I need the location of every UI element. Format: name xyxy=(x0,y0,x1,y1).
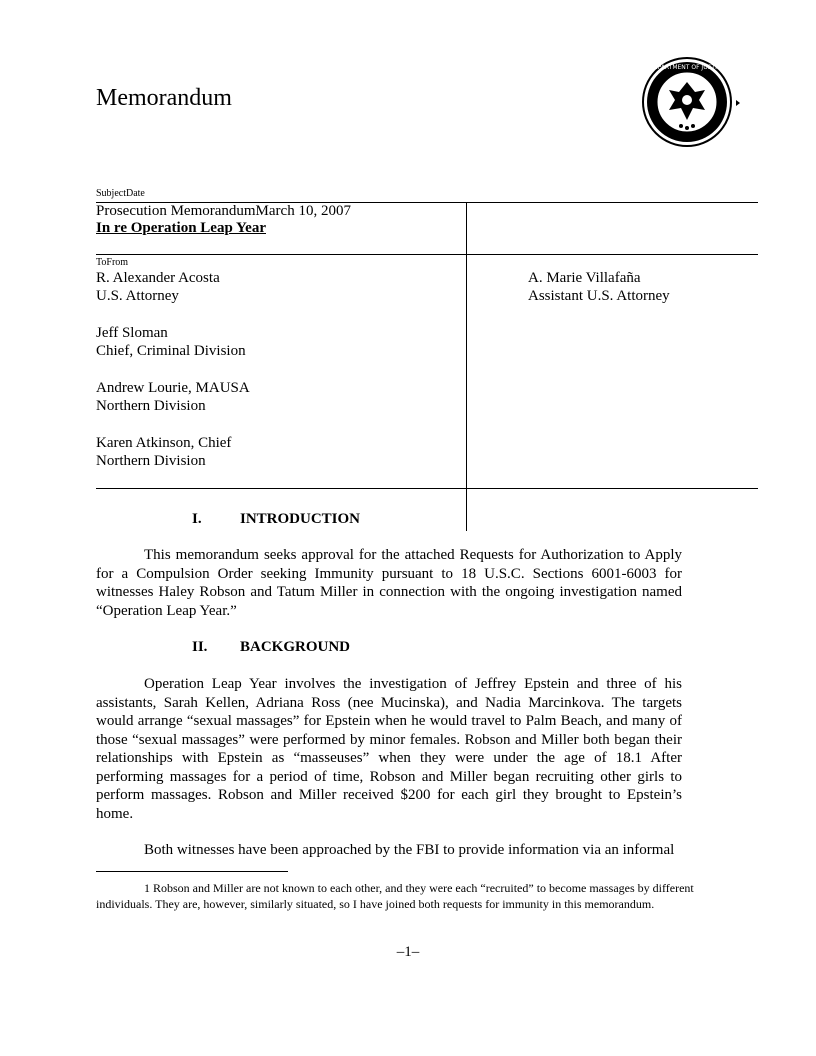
background-paragraph xyxy=(96,675,682,823)
recipient-title: Northern Division xyxy=(96,453,206,469)
recipient-title: U.S. Attorney xyxy=(96,288,179,304)
recipient xyxy=(96,434,231,470)
page-number: –1– xyxy=(396,944,420,960)
paragraph-text: Both witnesses have been approached by the FBI to provide information via an informal xyxy=(144,842,675,858)
recipient-name: R. Alexander Acosta xyxy=(96,270,220,286)
section-heading-introduction: INTRODUCTION xyxy=(240,511,361,527)
recipient xyxy=(96,269,220,305)
paragraph-text: Operation Leap Year involves the investigation of Jeffrey Epstein and three of his assistants, Sarah Kellen, Adriana Ross (nee Mucinska), and Nadia Marcinkova. The targets would arrange “sexual massages” for Epstein when he would travel to Palm Beach, and many of those “sexual massages” were performed by minor females. Robson and Miller both began their relationships with Epstein as “masseuses” when they were under the age of 18.1 After performing massages for a period of time, Robson and Miller began recruiting other girls to perform massages. Robson and Miller received $200 for each girl they brought to Epstein’s home. xyxy=(96,676,682,822)
recipient-name: Karen Atkinson, Chief xyxy=(96,435,232,451)
recipient-title: Northern Division xyxy=(96,398,206,414)
divider xyxy=(96,488,758,489)
sender xyxy=(528,269,670,305)
paragraph-text: This memorandum seeks approval for the attached Requests for Authorization to Apply for a Compulsion Order seeking Immunity pursuant to 18 U.S.C. Sections 6001-6003 for witnesses Haley Robson and Tatum Miller in connection with the ongoing investigation named “Operation Leap Year.” xyxy=(96,547,682,619)
doj-seal-icon xyxy=(641,56,733,148)
recipient-title: Chief, Criminal Division xyxy=(96,343,246,359)
recipient xyxy=(96,324,246,360)
subject-title: In re Operation Leap Year xyxy=(96,220,266,236)
column-divider xyxy=(466,203,467,254)
section-heading-background: BACKGROUND xyxy=(240,639,351,655)
to-from-label: ToFrom xyxy=(96,257,129,268)
svg-text:DEPARTMENT OF JUSTICE: DEPARTMENT OF JUSTICE xyxy=(649,64,725,71)
subject-line: Prosecution MemorandumMarch 10, 2007 xyxy=(96,203,351,219)
sender-name: A. Marie Villafaña xyxy=(528,270,641,286)
recipient xyxy=(96,379,250,415)
subject-date-label: SubjectDate xyxy=(96,188,145,199)
footnote-separator xyxy=(96,871,288,872)
section-number: I. xyxy=(192,511,202,527)
witnesses-paragraph xyxy=(96,841,682,860)
footnote xyxy=(96,880,716,912)
introduction-paragraph xyxy=(96,546,682,620)
footnote-text: 1 Robson and Miller are not known to each other, and they were each “recruited” to become massages by different individuals. They are, however, similarly situated, so I have joined both requests for immunity in this memorandum. xyxy=(96,881,694,911)
recipient-name: Andrew Lourie, MAUSA xyxy=(96,380,250,396)
column-divider xyxy=(466,254,467,531)
seal-mark xyxy=(736,100,740,106)
section-number: II. xyxy=(192,639,208,655)
recipient-name: Jeff Sloman xyxy=(96,325,168,341)
page-title: Memorandum xyxy=(96,85,232,111)
sender-title: Assistant U.S. Attorney xyxy=(528,288,670,304)
divider xyxy=(96,254,758,255)
